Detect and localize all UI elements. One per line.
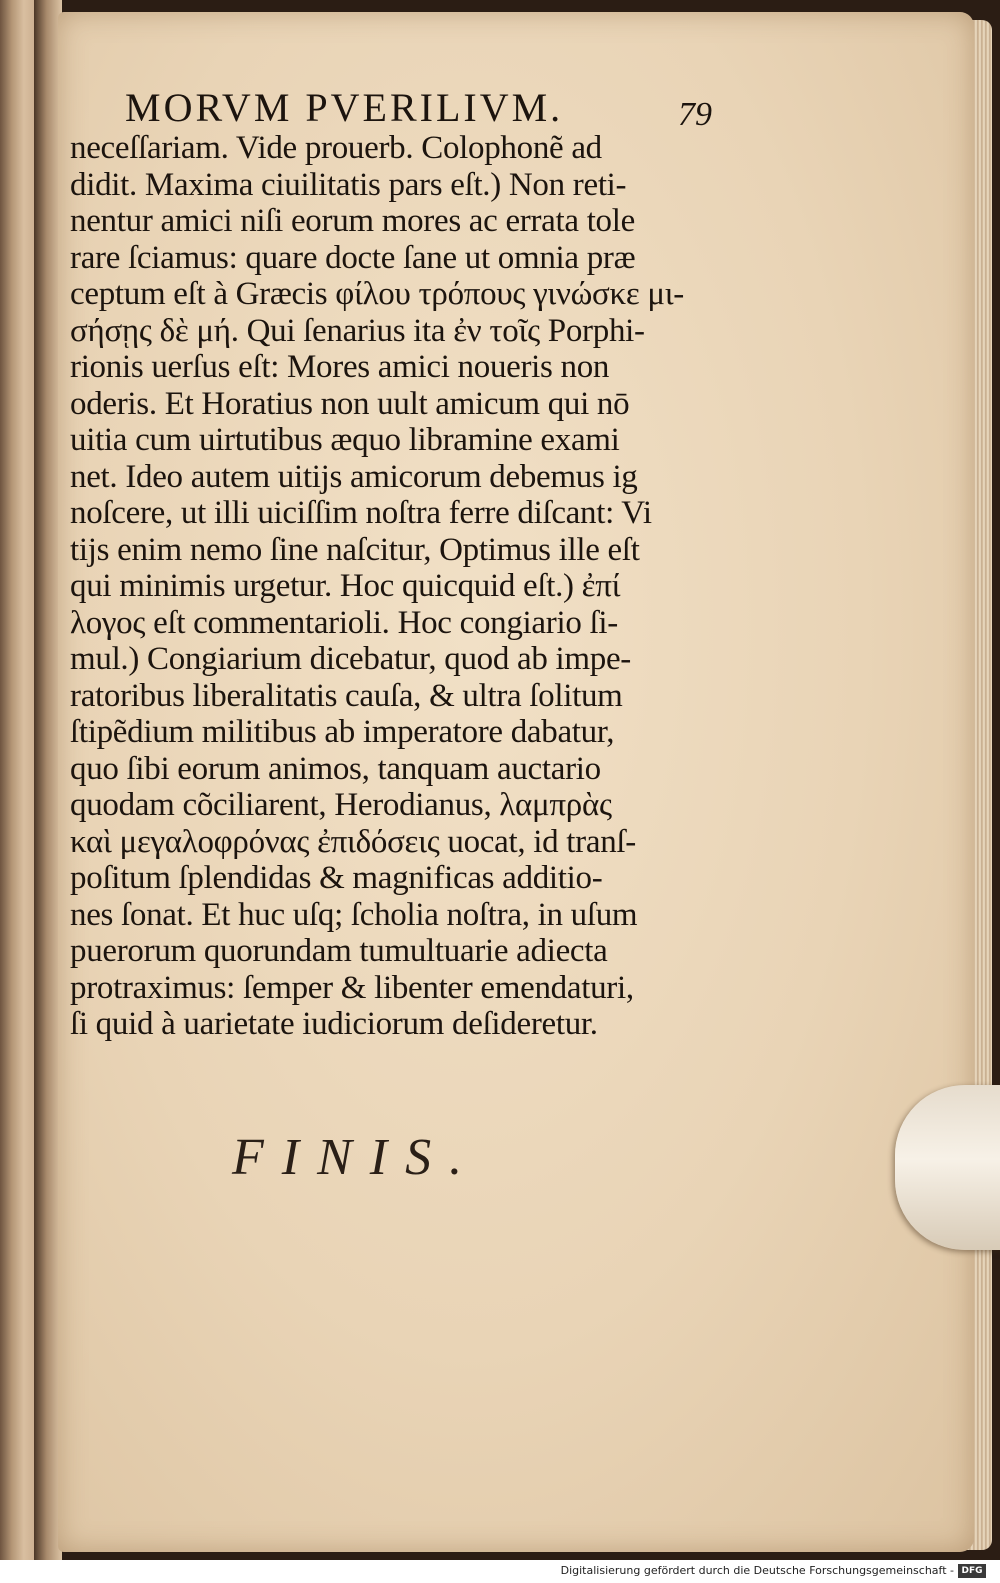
text-line: quo ſibi eorum animos, tanquam auctario: [70, 750, 601, 787]
text-line: net. Ideo autem uitijs amicorum debemus ig: [70, 458, 638, 495]
page-number: 79: [678, 96, 712, 133]
book-clasp: [895, 1085, 1000, 1250]
text-line: protraximus: ſemper & libenter emendaturi,: [70, 969, 634, 1006]
text-line: rare ſciamus: quare docte ſane ut omnia præ: [70, 239, 636, 276]
text-line: oderis. Et Horatius non uult amicum qui nō: [70, 385, 630, 422]
text-line: tijs enim nemo ſine naſcitur, Optimus ille eſt: [70, 531, 640, 568]
dfg-logo[interactable]: DFG: [958, 1564, 986, 1578]
text-line: ſtipẽdium militibus ab imperatore dabatur,: [70, 714, 615, 750]
text-line: noſcere, ut illi uiciſſim noſtra ferre diſcant: Vi: [70, 495, 652, 531]
funding-credit: Digitalisierung gefördert durch die Deutsche Forschungsgemeinschaft -: [560, 1564, 954, 1577]
body-text: [70, 130, 720, 1043]
finis-heading: FINIS.: [232, 1129, 481, 1186]
text-line: λογος eſt commentarioli. Hoc congiario ſi-: [70, 604, 618, 641]
text-line: poſitum ſplendidas & magnificas additio-: [70, 860, 603, 896]
text-line: rionis uerſus eſt: Mores amici noueris non: [70, 349, 610, 385]
text-line: ratoribus liberalitatis cauſa, & ultra ſolitum: [70, 677, 623, 714]
text-line: καὶ μεγαλοφρόνας ἐπιδόσεις uocat, id tranſ-: [70, 823, 636, 860]
text-line: qui minimis urgetur. Hoc quicquid eſt.) ἐπί: [70, 568, 621, 604]
text-line: puerorum quorundam tumultuarie adiecta: [70, 933, 608, 969]
text-line: uitia cum uirtutibus æquo libramine exami: [70, 422, 620, 458]
text-line: nentur amici niſi eorum mores ac errata tole: [70, 203, 635, 239]
text-line: didit. Maxima ciuilitatis pars eſt.) Non reti-: [70, 166, 627, 203]
text-line: mul.) Congiarium dicebatur, quod ab impe-: [70, 641, 631, 677]
text-line: ſi quid à uarietate iudiciorum deſideretur.: [70, 1006, 598, 1042]
previous-page-edge: [0, 0, 34, 1560]
text-line: nes ſonat. Et huc uſq; ſcholia noſtra, in uſum: [70, 896, 638, 933]
running-head: MORVM PVERILIVM.: [125, 85, 564, 130]
footer-bar: [0, 1560, 1000, 1583]
text-line: σήσῃς δὲ μή. Qui ſenarius ita ἐν τοῖς Porphi-: [70, 312, 645, 349]
text-line: quodam cõciliarent, Herodianus, λαμπρὰς: [70, 787, 612, 823]
text-line: ceptum eſt à Græcis φίλου τρόπους γινώσκε μι-: [70, 276, 685, 312]
text-line: neceſſariam. Vide prouerb. Colophonẽ ad: [70, 130, 602, 166]
